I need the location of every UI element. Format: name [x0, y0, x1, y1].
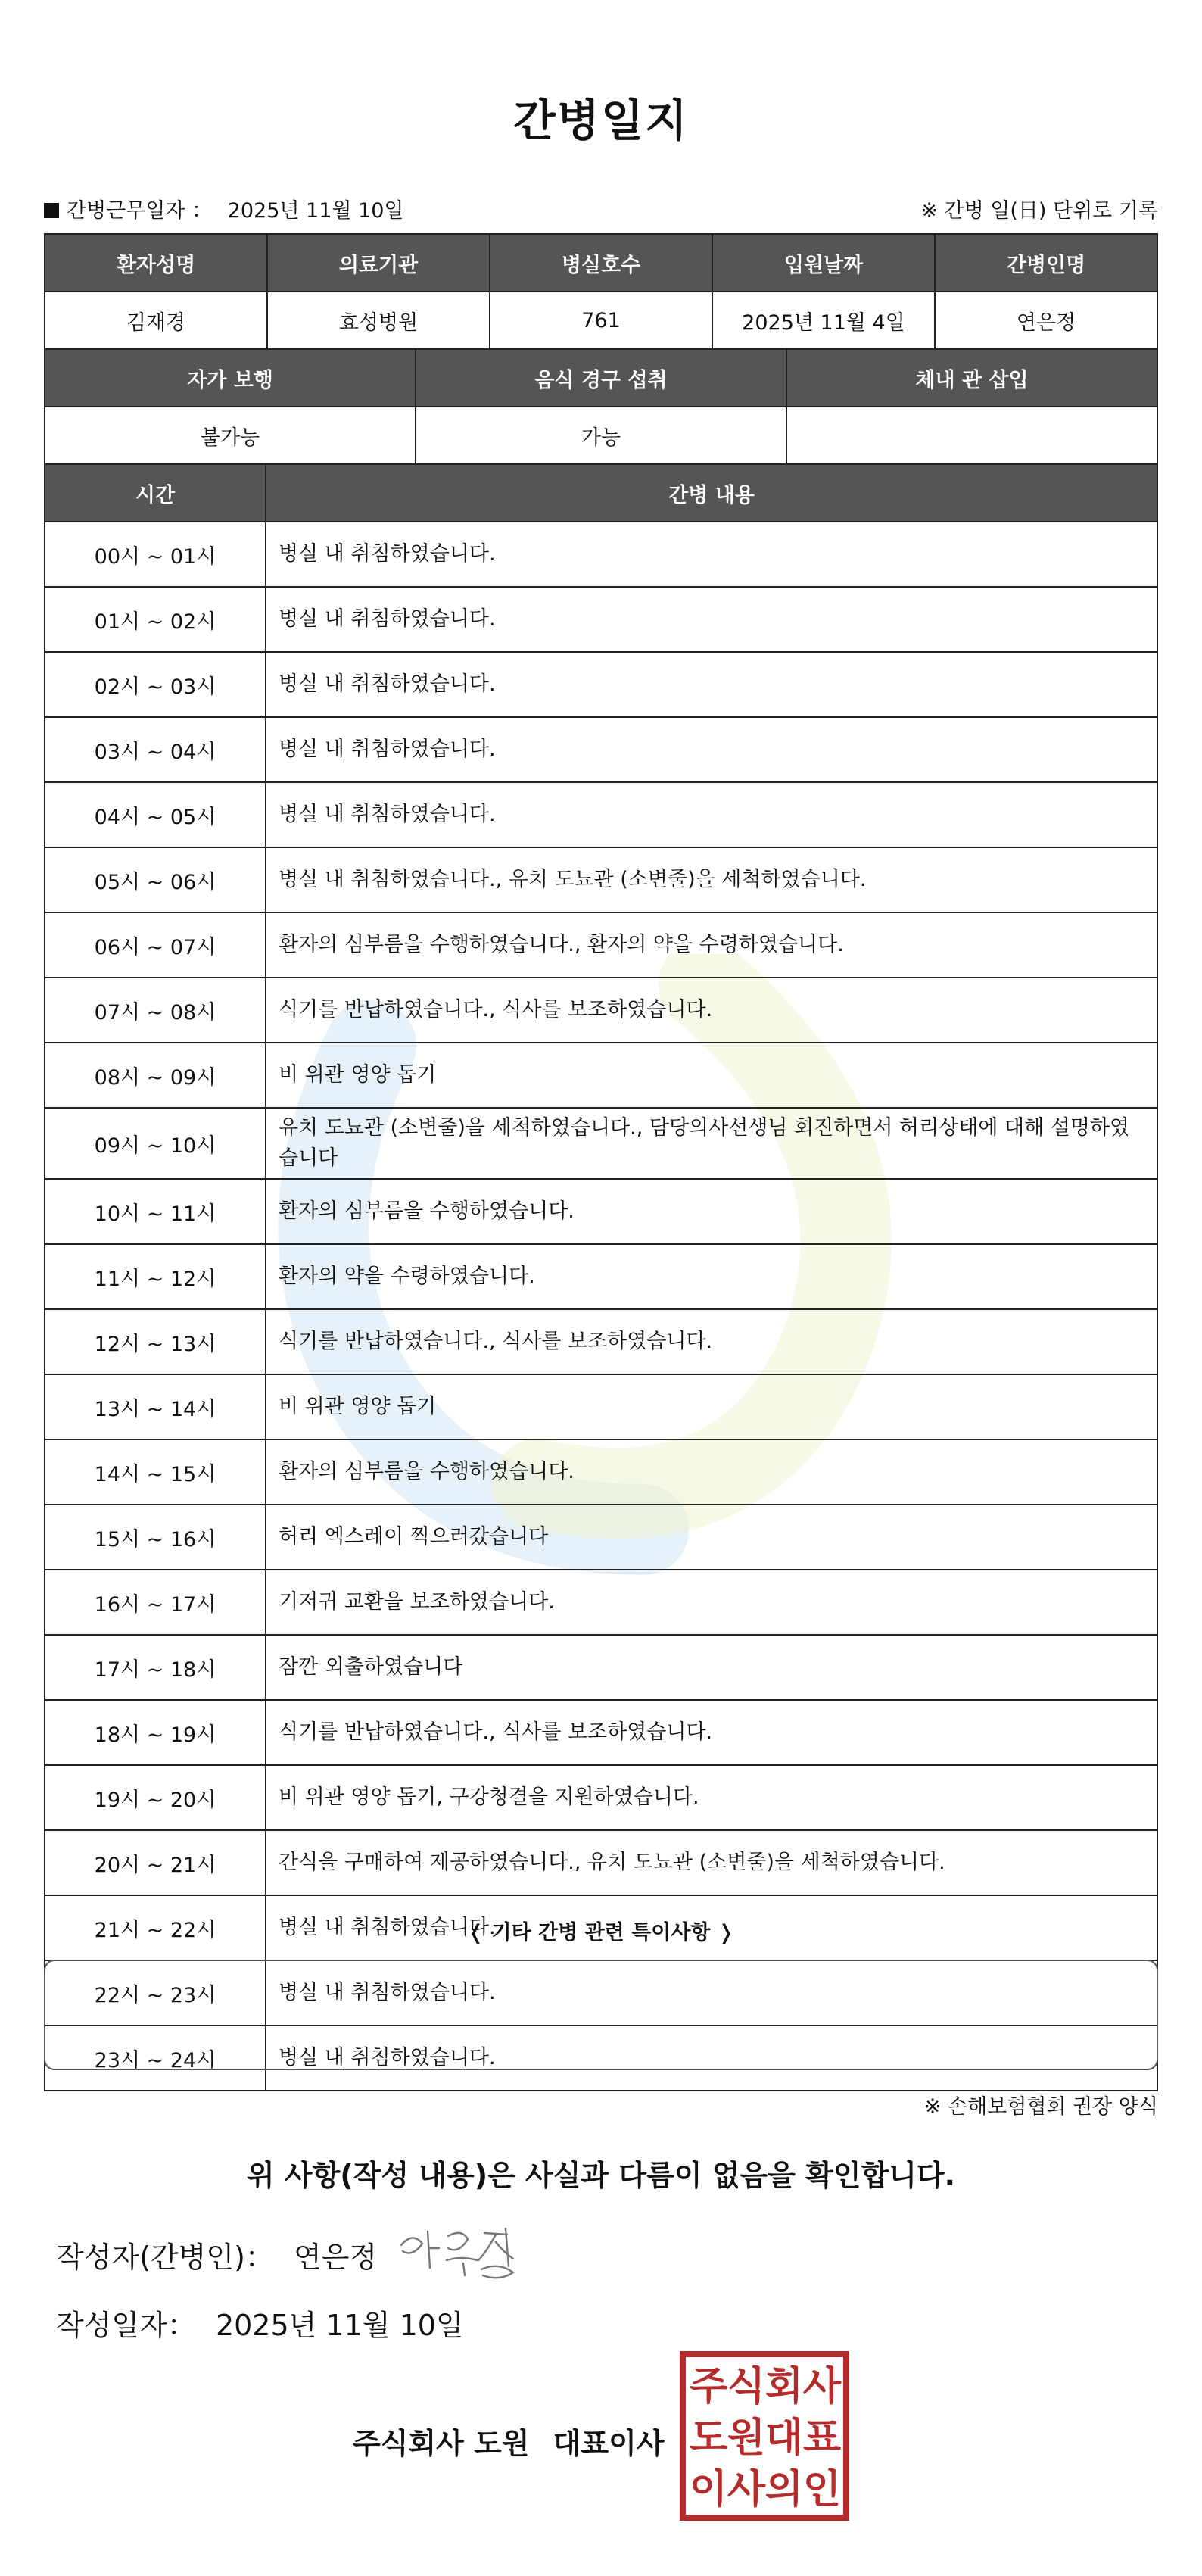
care-log-row	[45, 782, 1157, 847]
log-time-cell: 17시 ~ 18시	[45, 1635, 266, 1700]
log-time-cell: 19시 ~ 20시	[45, 1765, 266, 1830]
log-time-cell: 07시 ~ 08시	[45, 978, 266, 1043]
company-seal-stamp	[678, 2350, 851, 2522]
log-time-cell: 11시 ~ 12시	[45, 1244, 266, 1309]
care-log-row	[45, 1700, 1157, 1765]
company-signature	[353, 2420, 665, 2462]
patient-info-table	[44, 233, 1158, 350]
walking-status: 불가능	[45, 407, 416, 464]
recommend-note: ※ 손해보험협회 권장 양식	[923, 2095, 1158, 2119]
log-content-cell: 병실 내 취침하였습니다.	[266, 587, 1157, 652]
log-time-cell: 23시 ~ 24시	[45, 2026, 266, 2091]
care-log-row	[45, 847, 1157, 912]
header-hospital: 의료기관	[267, 234, 490, 292]
care-log-row	[45, 1108, 1157, 1179]
care-log-row	[45, 1179, 1157, 1244]
seal-glyph: 대	[764, 2415, 804, 2461]
seal-glyph: 이	[689, 2467, 728, 2512]
log-time-cell: 20시 ~ 21시	[45, 1830, 266, 1895]
seal-glyph: 회	[764, 2364, 804, 2409]
log-content-cell: 식기를 반납하였습니다., 식사를 보조하였습니다.	[266, 978, 1157, 1043]
log-time-cell: 14시 ~ 15시	[45, 1439, 266, 1505]
log-time-cell: 15시 ~ 16시	[45, 1505, 266, 1570]
seal-glyph: 표	[802, 2415, 842, 2461]
unit-note: ※ 간병 일(日) 단위로 기록	[920, 199, 1158, 223]
work-date-value: 2025년 11월 10일	[227, 199, 404, 223]
writer-name: 연은정	[294, 2241, 378, 2274]
log-content-cell: 비 위관 영양 돕기, 구강청결을 지원하였습니다.	[266, 1765, 1157, 1830]
care-log-row	[45, 1043, 1157, 1108]
log-time-cell: 12시 ~ 13시	[45, 1309, 266, 1374]
care-log-row	[45, 1244, 1157, 1309]
company-role: 대표이사	[553, 2427, 665, 2460]
log-content-cell: 기저귀 교환을 보조하였습니다.	[266, 1570, 1157, 1635]
square-bullet-icon	[44, 203, 59, 218]
log-content-cell: 허리 엑스레이 찍으러갔습니다	[266, 1505, 1157, 1570]
log-content-cell: 간식을 구매하여 제공하였습니다., 유치 도뇨관 (소변줄)을 세척하였습니다.	[266, 1830, 1157, 1895]
log-time-cell: 04시 ~ 05시	[45, 782, 266, 847]
header-caregiver: 간병인명	[935, 234, 1157, 292]
notes-box	[44, 1960, 1158, 2070]
log-content-cell: 병실 내 취침하였습니다.	[266, 1960, 1157, 2026]
care-log-table	[44, 463, 1158, 2091]
seal-glyph: 도	[689, 2415, 728, 2461]
log-time-cell: 05시 ~ 06시	[45, 847, 266, 912]
writer-label: 작성자(간병인)：	[56, 2241, 274, 2274]
log-content-cell: 환자의 심부름을 수행하였습니다., 환자의 약을 수령하였습니다.	[266, 912, 1157, 978]
care-log-row	[45, 587, 1157, 652]
log-content-cell: 병실 내 취침하였습니다.	[266, 652, 1157, 717]
log-time-cell: 03시 ~ 04시	[45, 717, 266, 782]
log-content-cell: 병실 내 취침하였습니다.	[266, 2026, 1157, 2091]
seal-glyph: 인	[802, 2467, 842, 2512]
log-content-cell: 병실 내 취침하였습니다.	[266, 522, 1157, 587]
header-oral-intake: 음식 경구 섭취	[416, 349, 786, 407]
log-content-cell: 식기를 반납하였습니다., 식사를 보조하였습니다.	[266, 1700, 1157, 1765]
care-log-row	[45, 1505, 1157, 1570]
log-time-cell: 00시 ~ 01시	[45, 522, 266, 587]
seal-glyph: 의	[764, 2467, 804, 2512]
confirm-statement: 위 사항(작성 내용)은 사실과 다름이 없음을 확인합니다.	[246, 2159, 956, 2192]
care-log-row	[45, 912, 1157, 978]
header-room: 병실호수	[490, 234, 712, 292]
care-log-row	[45, 522, 1157, 587]
header-tube: 체내 관 삽입	[786, 349, 1157, 407]
header-time: 시간	[45, 464, 266, 522]
hospital-name: 효성병원	[267, 292, 490, 349]
company-name: 주식회사 도원	[353, 2427, 530, 2460]
log-content-cell: 비 위관 영양 돕기	[266, 1043, 1157, 1108]
care-log-body	[45, 522, 1157, 2091]
log-content-cell: 환자의 심부름을 수행하였습니다.	[266, 1179, 1157, 1244]
seal-glyph: 사	[727, 2467, 766, 2512]
signature-image	[394, 2222, 522, 2283]
tube-status	[786, 407, 1157, 464]
write-date-row	[56, 2302, 464, 2344]
care-log-row	[45, 652, 1157, 717]
care-log-row	[45, 1830, 1157, 1895]
log-time-cell: 13시 ~ 14시	[45, 1374, 266, 1439]
care-log-row	[45, 1570, 1157, 1635]
work-date-label: 간병근무일자 ：	[67, 199, 213, 223]
log-time-cell: 16시 ~ 17시	[45, 1570, 266, 1635]
seal-glyph: 식	[727, 2364, 766, 2409]
care-log-row	[45, 1309, 1157, 1374]
log-time-cell: 22시 ~ 23시	[45, 1960, 266, 2026]
oral-intake-status: 가능	[416, 407, 786, 464]
log-content-cell: 병실 내 취침하였습니다.	[266, 717, 1157, 782]
log-content-cell: 잠깐 외출하였습니다	[266, 1635, 1157, 1700]
log-content-cell: 병실 내 취침하였습니다., 유치 도뇨관 (소변줄)을 세척하였습니다.	[266, 847, 1157, 912]
log-content-cell: 유치 도뇨관 (소변줄)을 세척하였습니다., 담당의사선생님 회진하면서 허리상태에 대해 설명하였습니다	[266, 1108, 1157, 1179]
notes-title: ❬ 기타 간병 관련 특이사항 ❭	[467, 1921, 735, 1944]
care-log-row	[45, 978, 1157, 1043]
care-log-row	[45, 1765, 1157, 1830]
log-content-cell: 병실 내 취침하였습니다.	[266, 1895, 1157, 1960]
log-content-cell: 비 위관 영양 돕기	[266, 1374, 1157, 1439]
patient-status-table	[44, 348, 1158, 465]
log-time-cell: 06시 ~ 07시	[45, 912, 266, 978]
header-admission-date: 입원날짜	[712, 234, 935, 292]
log-time-cell: 08시 ~ 09시	[45, 1043, 266, 1108]
work-date-row	[44, 189, 1158, 223]
seal-glyph: 원	[727, 2415, 766, 2461]
log-time-cell: 10시 ~ 11시	[45, 1179, 266, 1244]
log-time-cell: 21시 ~ 22시	[45, 1895, 266, 1960]
writer-row	[56, 2234, 377, 2275]
log-content-cell: 환자의 약을 수령하였습니다.	[266, 1244, 1157, 1309]
seal-glyph: 사	[802, 2364, 842, 2409]
write-date-label: 작성일자：	[56, 2309, 196, 2342]
care-log-row	[45, 1374, 1157, 1439]
write-date-value: 2025년 11월 10일	[215, 2309, 464, 2342]
caregiver-name: 연은정	[935, 292, 1157, 349]
patient-name: 김재경	[45, 292, 267, 349]
log-time-cell: 18시 ~ 19시	[45, 1700, 266, 1765]
log-time-cell: 09시 ~ 10시	[45, 1108, 266, 1179]
log-content-cell: 식기를 반납하였습니다., 식사를 보조하였습니다.	[266, 1309, 1157, 1374]
care-log-row	[45, 1439, 1157, 1505]
log-time-cell: 01시 ~ 02시	[45, 587, 266, 652]
admission-date: 2025년 11월 4일	[712, 292, 935, 349]
care-log-row	[45, 1635, 1157, 1700]
seal-glyph: 주	[689, 2364, 728, 2409]
log-time-cell: 02시 ~ 03시	[45, 652, 266, 717]
log-content-cell: 병실 내 취침하였습니다.	[266, 782, 1157, 847]
page-title: 간병일지	[512, 95, 690, 146]
room-number: 761	[490, 292, 712, 349]
header-patient-name: 환자성명	[45, 234, 267, 292]
log-content-cell: 환자의 심부름을 수행하였습니다.	[266, 1439, 1157, 1505]
header-walking: 자가 보행	[45, 349, 416, 407]
care-log-row	[45, 717, 1157, 782]
header-care-content: 간병 내용	[266, 464, 1157, 522]
